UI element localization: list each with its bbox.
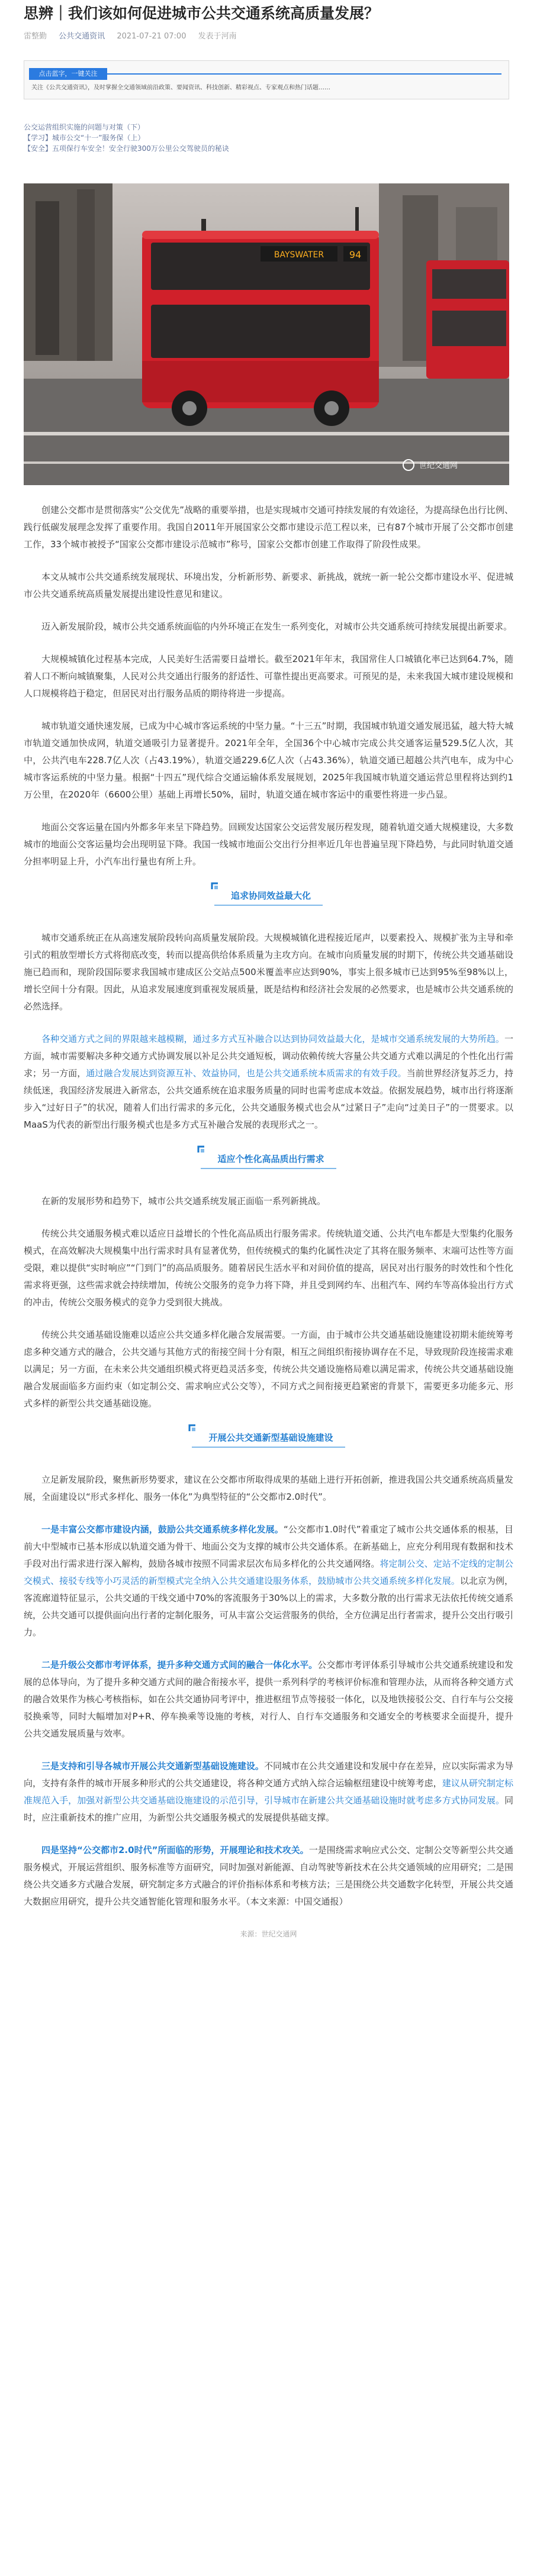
paragraph-integration bbox=[24, 1031, 513, 1134]
text-integration-tail: 当前世界经济复苏乏力，持续低迷，我国经济发展进入新常态，公共交通系统在追求服务质量的同时也需考虑成本效益。依据发展趋势，城市出行将逐渐步入“过好日子”的状况，随着人们出行需求的多元化，公共交通服务模式也会从“过紧日子”走向“过美日子”的一贯要求。以MaaS为代表的新型出行服务模式也是多方式互补融合发展的表现形式之一。 bbox=[24, 1068, 513, 1130]
source-footer: 来源：世纪交通网 bbox=[240, 1930, 297, 1938]
highlight-integration-2: 通过融合发展达到资源互补、效益协同，也是公共交通系统本质需求的有效手段。 bbox=[86, 1068, 407, 1079]
paragraph-infrastructure: 传统公共交通基础设施难以适应公共交通多样化融合发展需要。一方面，由于城市公共交通基础设施建设初期未能统筹考虑多种交通方式的融合，公共交通与其他方式的衔接空间十分有限，相互之间组织衔接协调存在不足，导致现阶段连接需求难以满足；另一方面，在未来公共交通组织模式将更趋灵活多变，传统公共交通设施格局难以满足需求，传统公共交通基础设施融合发展面临多方面约束（如定制公交、需求响应式公交等），不同方式之间衔接更趋紧密的背景下，需要更多功能多元、形式多样的新型公共交通基础设施。 bbox=[24, 1329, 513, 1409]
account-name-link[interactable]: 公共交通资讯 bbox=[59, 32, 105, 41]
point-2-lead: 二是升级公交都市考评体系，提升多种交通方式间的融合一体化水平。 bbox=[41, 1660, 318, 1670]
related-link-1[interactable]: 公交运营组织实施的问题与对策（下） bbox=[24, 123, 145, 131]
point-1-text: “公交都市1.0时代”着重定了城市公共交通体系的根基，目前大中型城市已基本形成以轨道交通为骨干、地面公交为支撑的城市公共交通体系。在新基础上，应充分利用现有数据和技术手段对出行需求进行深入解构，鼓励各城市按照不同需求层次布局多样化的公共交通网络。 bbox=[24, 1524, 513, 1569]
banner-text: 关注《公共交通资讯》，及时掌握全交通领域前沿政策、要闻资讯、科技创新、精彩视点、专家观点和热门话题…… bbox=[31, 85, 330, 91]
paragraph-bus-decline: 地面公交客运量在国内外都多年来呈下降趋势。回顾发达国家公交运营发展历程发现，随着轨道交通大规模建设，大多数城市的地面公交客运量均会出现明显下降。我国一线城市地面公交出行分担率近几年也普遍呈现下降趋势，与此同时轨道交通分担率明显上升，小汽车出行量也有所上升。 bbox=[24, 822, 513, 867]
publish-location: 发表于河南 bbox=[198, 32, 237, 41]
point-1-tail: 以北京为例，客流廊道特征显示，公共交通的干线交通中70%的客流服务于30%以上的需求，大多数分散的出行需求无法依托传统交通系统，公共交通可以提供面向出行者的定制化服务，可从丰富公交运营服务的供给，全方位满足出行者需求，提升公交出行吸引力。 bbox=[24, 1576, 513, 1638]
point-3-text: 不同城市在公共交通建设和发展中存在差异，应以实际需求为导向，支持有条件的城市开展多种形式的公共交通建设，将各种交通方式纳入综合运输枢纽建设中统筹考虑， bbox=[24, 1761, 513, 1789]
paragraph-point-1 bbox=[24, 1521, 513, 1641]
article-title: 思辨｜我们该如何促进城市公共交通系统高质量发展？ bbox=[24, 5, 380, 22]
section-title-3: 开展公共交通新型基础设施建设 bbox=[208, 1432, 333, 1443]
publish-date: 2021-07-21 07:00 bbox=[117, 32, 186, 41]
related-link-2[interactable]: 【学习】城市公交“十一”服务保（上） bbox=[24, 134, 145, 142]
section-heading-3 bbox=[24, 1428, 513, 1456]
paragraph-recommendation: 立足新发展阶段，聚焦新形势要求，建议在公交都市所取得成果的基础上进行开拓创新，推进我国公共交通系统高质量发展，全面建设以“形式多样化、服务一体化”为典型特征的“公交都市2.0时代”。 bbox=[24, 1474, 513, 1502]
section-title-2: 适应个性化高品质出行需求 bbox=[217, 1154, 324, 1164]
paragraph-intro: 创建公交都市是贯彻落实“公交优先”战略的重要举措，也是实现城市交通可持续发展的有效途径，为提高绿色出行比例、践行低碳发展理念发挥了重要作用。我国自2011年开展国家公交都市建设示范工程以来，已有87个城市开展了公交都市创建工作，33个城市被授予“国家公交都市建设示范城市”称号，国家公交都市创建工作取得了阶段性成果。 bbox=[24, 505, 513, 550]
photo-watermark: 世纪交通网 bbox=[419, 461, 458, 470]
point-1-highlight: 将定制公交、定站不定线的定制公交模式、接驳专线等小巧灵活的新型模式完全纳入公共交通建设服务体系，鼓励城市公共交通系统多样化发展。 bbox=[24, 1558, 513, 1586]
paragraph-rail-transit: 城市轨道交通快速发展，已成为中心城市客运系统的中坚力量。“十三五”时期，我国城市轨道交通发展迅猛，越大特大城市轨道交通加快成网，轨道交通吸引力显著提升。2021年全年，全国36个中心城市完成公共交通客运量529.5亿人次，其中，公共汽电车228.7亿人次（占43.19%），轨道交通229.6亿人次（占43.36%），轨道交通已超越公共汽电车，成为中心城市客运系统的中坚力量。根据“十四五”现代综合交通运输体系发展规划，2025年我国城市轨道交通运营总里程将达到约1万公里，在2020年（6600公里）基础上再增长50%，届时，轨道交通在城市客运中的重要性将进一步凸显。 bbox=[24, 721, 513, 800]
point-1-lead: 一是丰富公交都市建设内涵，鼓励公共交通系统多样化发展。 bbox=[41, 1524, 284, 1535]
article-meta bbox=[24, 31, 513, 43]
highlight-integration: 各种交通方式之间的界限越来越模糊，通过多方式互补融合以达到协同效益最大化，是城市交通系统发展的大势所趋。 bbox=[41, 1034, 504, 1044]
section-heading-1 bbox=[24, 886, 513, 914]
related-links bbox=[24, 122, 513, 154]
bus-photo-illustration bbox=[24, 183, 509, 485]
paragraph-urbanization: 大规模城镇化过程基本完成，人民美好生活需要日益增长。截至2021年年末，我国常住人口城镇化率已达到64.7%，随着人口不断向城镇聚集，人民对公共交通出行服务的舒适性、可靠性提出更高要求。可预见的是，未来我国大城市建设规模和人口规模将趋于稳定，但居民对出行服务品质的期待将进一步提高。 bbox=[24, 654, 513, 699]
point-3-tail: 同时，应注重新技术的推广应用，为新型公共交通服务模式的发展提供基础支撑。 bbox=[24, 1795, 513, 1823]
point-4-text: 一是围绕需求响应式公交、定制公交等新型公共交通服务模式，开展运营组织、服务标准等方面研究，同时加强对新能源、自动驾驶等新技术在公共交通领域的应用研究；二是围绕公共交通多方式融合发展，研究制定多方式融合的评价指标体系和考核方法；三是围绕公共交通数字化转型，开展公共交通大数据应用研究，提升公共交通智能化管理和服务水平。（本文来源：中国交通报） bbox=[24, 1845, 513, 1907]
bus-route-sign: BAYSWATER bbox=[274, 250, 324, 260]
text-integration: 一方面，城市需要解决多种交通方式协调发展以补足公共交通短板，调动依赖传统大容量公共交通方式难以满足的个性化出行需求；另一方面， bbox=[24, 1034, 513, 1079]
corner-decoration-icon bbox=[211, 882, 226, 898]
point-3-lead: 三是支持和引导各城市开展公共交通新型基础设施建设。 bbox=[41, 1761, 264, 1771]
paragraph-point-2 bbox=[24, 1657, 513, 1742]
banner-divider bbox=[107, 73, 501, 75]
related-link-3[interactable]: 【安全】五项保行车安全！安全行驶300万公里公交驾驶员的秘诀 bbox=[24, 144, 229, 153]
corner-decoration-icon bbox=[188, 1424, 204, 1439]
paragraph-point-3 bbox=[24, 1758, 513, 1826]
section-heading-2 bbox=[24, 1149, 513, 1177]
corner-decoration-icon bbox=[197, 1145, 213, 1161]
follow-label: 点击蓝字，一键关注 bbox=[29, 68, 107, 80]
follow-banner[interactable] bbox=[24, 60, 509, 99]
paragraph-challenges: 在新的发展形势和趋势下，城市公共交通系统发展正面临一系列新挑战。 bbox=[41, 1196, 326, 1206]
section-title-1: 追求协同效益最大化 bbox=[230, 890, 311, 901]
bus-number-sign: 94 bbox=[349, 249, 362, 260]
point-4-lead: 四是坚持“公交都市2.0时代”所面临的形势，开展理论和技术攻关。 bbox=[41, 1845, 309, 1855]
bus-photo bbox=[24, 183, 509, 485]
paragraph-environment: 迈入新发展阶段，城市公共交通系统面临的内外环境正在发生一系列变化，对城市公共交通系统可持续发展提出新要求。 bbox=[41, 621, 513, 632]
point-2-text: 公交都市考评体系引导城市公共交通系统建设和发展的总体导向，为了提升多种交通方式间的融合衔接水平，提供一系列科学的考核评价标准和管理办法，从而将各种交通方式的融合效果作为核心考核指标，如在公共交通协同考评中，推进枢纽节点等接驳一体化，以及地铁接驳公交、自行车与公交接驳换乘等，同时大幅增加对P+R、停车换乘等设施的考核，对行人、自行车交通服务和交通安全的考核要求全面提升，提升公共交通发展质量与效率。 bbox=[24, 1660, 513, 1739]
point-3-highlight: 建议从研究制定标准规范入手，加强对新型公共交通基础设施建设的示范引导，引导城市在新建公共交通基础设施时就考虑多方式协同发展。 bbox=[24, 1778, 513, 1806]
paragraph-purpose: 本文从城市公共交通系统发展现状、环境出发，分析新形势、新要求、新挑战，就统一新一轮公交都市建设水平、促进城市公共交通系统高质量发展提出建设性意见和建议。 bbox=[24, 572, 513, 599]
author-name: 雷整勤 bbox=[24, 32, 47, 41]
paragraph-service-model: 传统公共交通服务模式难以适应日益增长的个性化高品质出行服务需求。传统轨道交通、公共汽电车都是大型集约化服务模式，在高效解决大规模集中出行需求时具有显著优势，但传统模式的集约化属性决定了其将在服务频率、末端可达性等方面受限，难以提供“实时响应”“门到门”的高品质服务。随着居民生活水平和对间价值的提高，居民对出行服务的时效性和个性化需求将更强，这些需求就会持续增加，传统公交服务的竞争力将下降，并且受到网约车、出租汽车、网约车等高体验出行方式的冲击，传统公交服务模式的竞争力受到很大挑战。 bbox=[24, 1228, 513, 1308]
paragraph-point-4 bbox=[24, 1842, 513, 1910]
paragraph-quality-shift: 城市交通系统正在从高速发展阶段转向高质量发展阶段。大规模城镇化进程接近尾声，以要素投入、规模扩张为主导和牵引式的粗放型增长方式将彻底改变，转而以提高供给体系质量为主攻方向。在城市向质量发展的时期下，传统公共交通基础设施已趋而和，现阶段国际要求我国城市建成区公交站点500米覆盖率应达到90%，事实上很多城市已达到95%至98%以上，增长空间十分有限。因此，从追求发展速度到重视发展质量，既是结构和经济社会发展的必然要求，也是城市公共交通系统的必然选择。 bbox=[24, 932, 513, 1012]
